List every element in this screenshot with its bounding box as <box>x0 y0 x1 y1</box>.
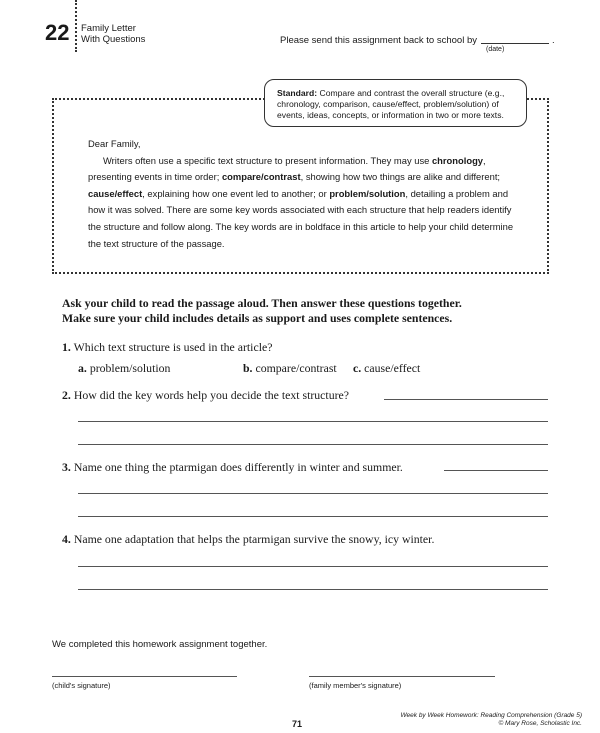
standard-label: Standard: <box>277 88 318 98</box>
answer-line[interactable] <box>78 421 548 422</box>
keyword-chronology: chronology <box>431 154 484 166</box>
option-text: cause/effect <box>364 361 421 375</box>
option-letter: a. <box>78 361 87 375</box>
completion-statement: We completed this homework assignment together. <box>52 639 268 650</box>
question-number: 3. <box>62 460 71 474</box>
send-suffix: . <box>551 35 555 46</box>
header-divider <box>75 0 77 52</box>
return-date-prompt <box>280 35 555 46</box>
title-line-2: With Questions <box>81 34 146 45</box>
return-date-field[interactable] <box>481 43 549 44</box>
instructions <box>62 296 562 326</box>
option-text: compare/contrast <box>255 361 337 375</box>
family-signature-label: (family member's signature) <box>309 681 402 690</box>
instructions-line-2: Make sure your child includes details as support and uses complete sentences. <box>62 311 453 325</box>
title-line-1: Family Letter <box>81 23 136 34</box>
answer-line[interactable] <box>78 566 548 567</box>
letter-text-2: , presenting events in time order; <box>88 154 486 183</box>
answer-line[interactable] <box>78 444 548 445</box>
letter-text-3: , showing how two things are alike and different; <box>300 171 501 183</box>
option-letter: b. <box>243 361 253 375</box>
child-signature-label: (child's signature) <box>52 681 111 690</box>
credit <box>380 712 582 728</box>
option-b[interactable] <box>243 361 337 376</box>
family-signature-line[interactable] <box>309 676 495 677</box>
question-number: 4. <box>62 532 71 546</box>
letter-body <box>88 153 518 253</box>
answer-line[interactable] <box>78 516 548 517</box>
question-1 <box>62 340 272 355</box>
child-signature-line[interactable] <box>52 676 237 677</box>
question-4 <box>62 532 434 547</box>
question-text: Which text structure is used in the article? <box>73 340 273 354</box>
answer-line[interactable] <box>384 399 548 400</box>
option-c[interactable] <box>353 361 420 376</box>
question-text: How did the key words help you decide the text structure? <box>73 388 349 402</box>
keyword-cause-effect: cause/effect <box>88 187 143 199</box>
letter-text-1: Writers often use a specific text structure to present information. They may use <box>103 154 432 166</box>
keyword-compare-contrast: compare/contrast <box>221 171 301 183</box>
question-2 <box>62 388 349 403</box>
answer-options <box>78 361 548 377</box>
question-number: 2. <box>62 388 71 402</box>
question-3 <box>62 460 403 475</box>
credit-line-1: Week by Week Homework: Reading Comprehension (Grade 5) <box>400 712 582 719</box>
page-number: 71 <box>292 719 303 729</box>
standard-box <box>264 79 527 127</box>
option-letter: c. <box>353 361 362 375</box>
letter-greeting: Dear Family, <box>88 138 141 149</box>
send-text: Please send this assignment back to school by <box>280 35 477 46</box>
worksheet-title <box>81 23 145 45</box>
answer-line[interactable] <box>78 589 548 590</box>
credit-line-2: © Mary Rose, Scholastic Inc. <box>498 720 582 727</box>
answer-line[interactable] <box>444 470 548 471</box>
lesson-number: 22 <box>45 20 70 45</box>
family-letter <box>88 136 518 252</box>
date-label: (date) <box>486 46 505 53</box>
standard-text: Compare and contrast the overall structure (e.g., chronology, comparison, cause/effect, problem/solution) of events, ideas, concepts, or information in two or more texts. <box>277 88 505 120</box>
option-text: problem/solution <box>89 361 171 375</box>
question-number: 1. <box>62 340 71 354</box>
question-text: Name one adaptation that helps the ptarmigan survive the snowy, icy winter. <box>73 532 435 546</box>
keyword-problem-solution: problem/solution <box>329 187 406 199</box>
letter-text-5: , detailing a problem and how it was solved. There are some key words associated with each structure that help readers identify the structure and follow along. The key words are in boldface in this article to help your child determine the text structure of the passage. <box>88 187 514 249</box>
question-text: Name one thing the ptarmigan does differently in winter and summer. <box>73 460 403 474</box>
answer-line[interactable] <box>78 493 548 494</box>
option-a[interactable] <box>78 361 170 376</box>
letter-text-4: , explaining how one event led to another; or <box>142 187 330 199</box>
instructions-line-1: Ask your child to read the passage aloud. Then answer these questions together. <box>62 296 462 310</box>
